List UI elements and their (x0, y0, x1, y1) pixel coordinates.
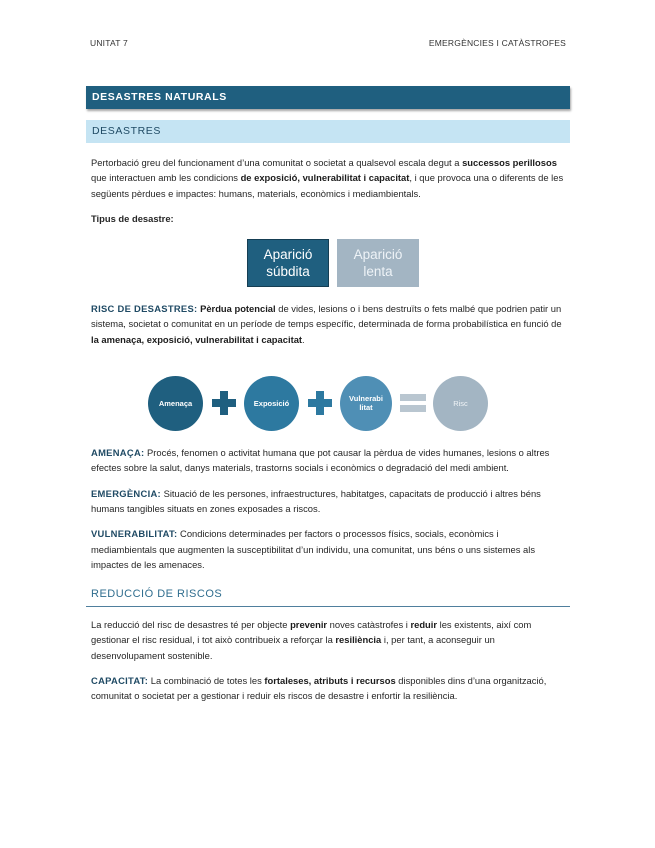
disaster-types-diagram (86, 239, 570, 287)
risc-definition: RISC DE DESASTRES: Pèrdua potencial de vides, lesions o i bens destruïts o fets malbé que podrien patir un sistema, societat o comunitat en un període de temps específic, determinada de forma probabilística en funció de la amenaça, exposició, vulnerabilitat i capacitat. (91, 303, 562, 345)
plus-icon (299, 391, 340, 415)
header-unit: UNITAT 7 (90, 38, 128, 48)
amenaca-term: AMENAÇA: (91, 447, 145, 459)
risc-term: RISC DE DESASTRES: (91, 303, 198, 315)
amenaca-definition: AMENAÇA: Procés, fenomen o activitat humana que pot causar la pèrdua de vides humanes, lesions o altres efectes sobre la salut, danys materials, trastorns socials i econòmics o degradació del medi ambient. (91, 447, 550, 474)
page-header (90, 38, 566, 48)
capacitat-term: CAPACITAT: (91, 675, 149, 687)
plus-icon (203, 391, 244, 415)
intro-paragraph: Pertorbació greu del funcionament d’una comunitat o societat a qualsevol escala degut a successos perillosos que interactuen amb les condicions de exposició, vulnerabilitat i capacitat, i que provoca una o diferents de les següents pèrdues e impactes: humans, materials, econòmics i mediambientals. (91, 157, 564, 199)
subsection-title-banner: DESASTRES (86, 120, 570, 143)
emergencia-definition: EMERGÈNCIA: Situació de les persones, infraestructures, habitatges, capacitats de producció i altres béns humans tangibles situats en zones exposades a riscos. (91, 487, 541, 514)
formula-circle-amenaca: Amenaça (148, 376, 203, 431)
capacitat-definition: CAPACITAT: La combinació de totes les fortaleses, atributs i recursos disponibles dins d’una organització, comunitat o societat per a gestionar i reduir els riscos de desastre i enfortir la resiliència. (91, 675, 547, 702)
reduccio-paragraph: La reducció del risc de desastres té per objecte prevenir noves catàstrofes i reduir les existents, així com gestionar el risc residual, i tot això contribueix a reforçar la resiliència i, per tant, a aconseguir un desenvolupament sostenible. (91, 619, 532, 661)
formula-circle-vulnerabilitat: Vulnerabi litat (340, 376, 392, 431)
vulnerabilitat-definition: VULNERABILITAT: Condicions determinades per factors o processos físics, socials, econòmics i mediambientals que augmenten la susceptibilitat d’un individu, una comunitat, uns béns o uns sistemes als impactes de les amenaces. (91, 528, 536, 570)
vulnerabilitat-term: VULNERABILITAT: (91, 528, 178, 540)
type-box-sudden: Aparició súbdita (247, 239, 329, 287)
header-topic: EMERGÈNCIES I CATÀSTROFES (428, 38, 566, 48)
section-title-reduccio: REDUCCIÓ DE RISCOS (86, 586, 570, 607)
type-box-slow: Aparició lenta (337, 239, 419, 287)
emergencia-term: EMERGÈNCIA: (91, 487, 161, 499)
tipus-label: Tipus de desastre: (91, 212, 174, 224)
equals-icon (392, 393, 433, 413)
risk-formula-diagram (86, 376, 570, 430)
formula-circle-risc: Risc (433, 376, 488, 431)
formula-circle-exposicio: Exposició (244, 376, 299, 431)
section-title-banner: DESASTRES NATURALS (86, 86, 570, 109)
document-body (86, 86, 570, 704)
